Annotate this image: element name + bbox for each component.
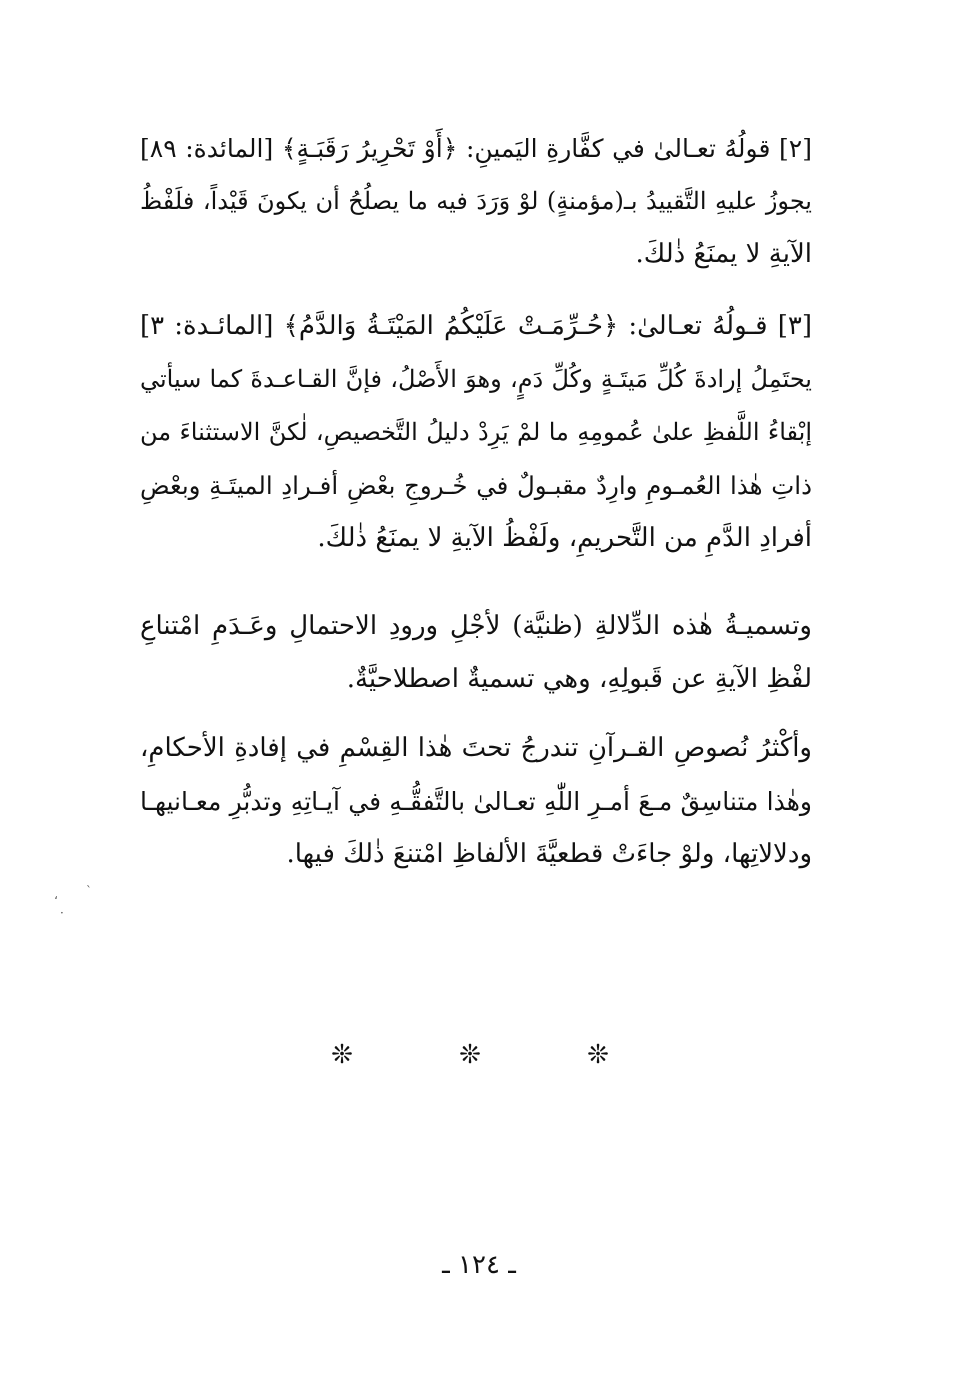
- text-line: إبْقاءُ اللَّفظِ علىٰ عُمومِهِ ما لمْ يَرِدْ دليلُ التَّخصيصِ، لٰكنَّ الاستثناءَ من: [140, 418, 812, 446]
- paragraph-3: [140, 600, 812, 706]
- margin-marks: ، ` ·: [54, 884, 92, 920]
- text-line: [٣] قـولُهُ تعـالىٰ: ﴿حُـرِّمَـتْ عَلَيْكُمُ المَيْتَـةُ وَالدَّمُ﴾ [المائـدة: ٣]: [140, 311, 812, 341]
- page-number: ـ ١٢٤ ـ: [442, 1250, 516, 1280]
- paragraph-4: [140, 722, 812, 881]
- star-icon: ❊: [459, 1040, 481, 1070]
- text-line: أفرادِ الدَّمِ من التَّحريمِ، ولَفْظُ الآيةِ لا يمنَعُ ذٰلكَ.: [317, 523, 812, 553]
- text-line: ودلالاتِها، ولوْ جاءَتْ قطعيَّةَ الألفاظِ امْتنعَ ذٰلكَ فيها.: [286, 839, 812, 869]
- paragraph-2: [140, 300, 812, 565]
- text-line: وتسميـةُ هٰذه الدِّلالةِ (ظنيَّة) لأجْلِ ورودِ الاحتمالِ وعَـدَمِ امْتناعِ: [140, 611, 812, 641]
- text-line: يحتَمِلُ إرادةَ كُلِّ مَيتَـةٍ وكُلِّ دَمٍ، وهوَ الأَصْلُ، فإنَّ القـاعـدةَ كما سيأتي: [140, 365, 812, 393]
- text-line: وأكْثرُ نُصوصِ القـرآنِ تندرجُ تحتَ هٰذا القِسْمِ في إفادةِ الأحكامِ،: [140, 733, 812, 763]
- section-separator: [330, 1040, 610, 1070]
- paragraph-1: [140, 122, 812, 281]
- text-line: ذاتِ هٰذا العُمـومِ وارِدٌ مقبـولٌ في خُـروجِ بعْضِ أفـرادِ الميتَـةِ وبعْضِ: [140, 471, 812, 500]
- text-line: [٢] قولُهُ تعـالىٰ في كفَّارةِ اليَمينِ: ﴿أَوْ تَحْرِيرُ رَقَبَـةٍ﴾ [المائدة: ٨٩]: [140, 134, 812, 163]
- text-line: لفْظِ الآيةِ عن قَبولِهِ، وهي تسميةٌ اصطلاحيَّةٌ.: [346, 664, 812, 694]
- text-line: الآيةِ لا يمنَعُ ذٰلكَ.: [635, 239, 812, 269]
- star-icon: ❊: [331, 1040, 353, 1070]
- text-line: يجوزُ عليهِ التَّقييدُ بـ(مؤمنةٍ) لوْ وَرَدَ فيه ما يصلُحُ أن يكونَ قَيْداً، فلَفْظُ: [140, 187, 812, 215]
- star-icon: ❊: [587, 1040, 609, 1070]
- text-line: وهٰذا متناسِقٌ مـعَ أمـرِ اللّٰهِ تعـالىٰ بالتَّفقُّـهِ في آيـاتِهِ وتدبُّرِ معـانيهـا: [140, 787, 812, 816]
